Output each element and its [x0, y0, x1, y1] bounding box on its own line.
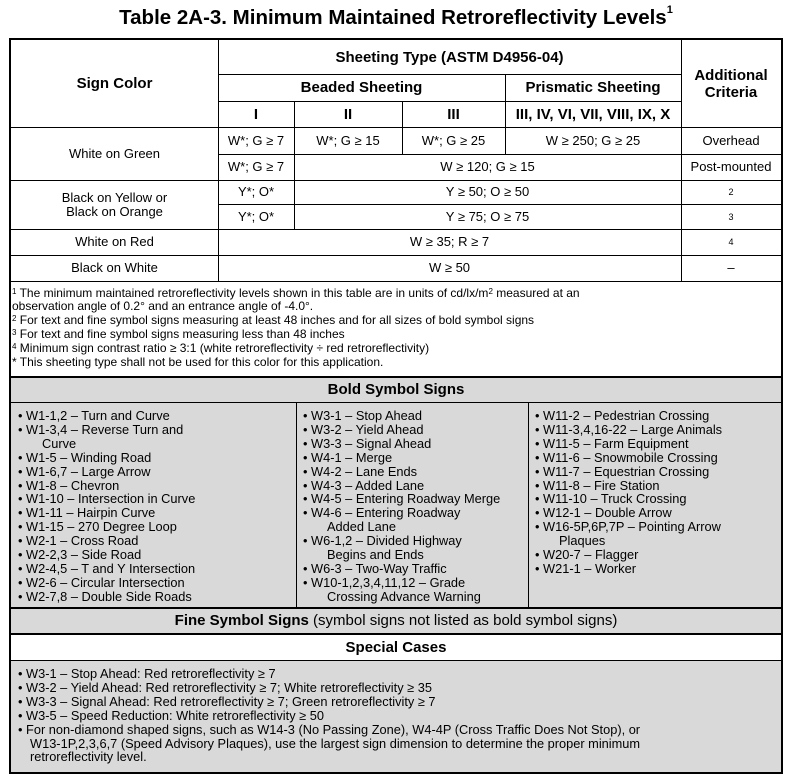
list-item: • W11-8 – Fire Station [535, 477, 660, 493]
list-item: • W4-3 – Added Lane [303, 477, 425, 493]
list-item: • W4-6 – Entering Roadway [303, 505, 461, 521]
white-green-post-rest: W ≥ 120; G ≥ 15 [440, 159, 535, 174]
header-sheeting-type: Sheeting Type (ASTM D4956-04) [335, 48, 564, 66]
black-yellow-label-line1: Black on Yellow or [61, 189, 168, 205]
header-col-iii: III [447, 105, 460, 123]
footnote-1: $^1$ The minimum maintained retroreflectivity levels shown in this table are in units of $cd/lx/m^2$ measured at an [12, 286, 580, 300]
list-item: • W10-1,2,3,4,11,12 – Grade [303, 574, 466, 590]
list-item: • W12-1 – Double Arrow [535, 505, 672, 521]
bold-symbol-title: Bold Symbol Signs [327, 381, 465, 398]
list-item: • W3-5 – Speed Reduction: White retroreflectivity ≥ 50 [18, 707, 324, 723]
white-red-criteria: 4 [728, 237, 734, 247]
header-prismatic-sheeting: Prismatic Sheeting [525, 79, 661, 96]
bold-symbol-col1 [18, 409, 195, 604]
footnote-1-line2: observation angle of 0.2° and an entrance angle of -4.0°. [12, 299, 314, 313]
list-item: • W11-7 – Equestrian Crossing [535, 463, 710, 479]
white-green-overhead-criteria: Overhead [702, 132, 760, 148]
list-item: Plaques [559, 533, 606, 549]
black-yellow-r2-rest: Y ≥ 75; O ≥ 75 [445, 208, 530, 224]
list-item: • W3-1 – Stop Ahead [303, 408, 423, 423]
list-item: • W3-2 – Yield Ahead [303, 421, 424, 437]
bold-symbol-col2 [303, 409, 500, 604]
list-item: • W2-4,5 – T and Y Intersection [18, 560, 196, 576]
row-black-on-white-label: Black on White [71, 260, 158, 275]
list-item: • For non-diamond shaped signs, such as W14-3 (No Passing Zone), W4-4P (Cross Traffic Does Not Stop), or [18, 721, 641, 737]
white-green-post-i: W*; G ≥ 7 [227, 159, 285, 174]
list-item: • W6-1,2 – Divided Highway [303, 533, 462, 549]
list-item: Begins and Ends [327, 547, 424, 563]
fine-symbol-title: Fine Symbol Signs (symbol signs not listed as bold symbol signs) [174, 612, 618, 629]
list-item: • W3-2 – Yield Ahead: Red retroreflectivity ≥ 7; White retroreflectivity ≥ 35 [18, 679, 432, 695]
list-item: • W2-6 – Circular Intersection [18, 574, 185, 590]
list-item: • W21-1 – Worker [535, 560, 636, 576]
table-title: Table 2A-3. Minimum Maintained Retroreflectivity Levels$^1$ [119, 4, 673, 29]
white-green-overhead-i: W*; G ≥ 7 [227, 132, 285, 148]
header-col-prismatic: III, IV, VI, VII, VIII, IX, X [515, 105, 671, 123]
special-cases-title: Special Cases [345, 639, 447, 656]
list-item: • W1-8 – Chevron [18, 477, 120, 493]
black-yellow-r2-criteria: 3 [728, 211, 734, 222]
black-white-criteria: – [727, 260, 735, 275]
list-item: • W11-10 – Truck Crossing [535, 491, 687, 507]
black-yellow-r1-criteria: 2 [728, 187, 734, 197]
list-item: Crossing Advance Warning [327, 588, 481, 604]
list-item: • W4-2 – Lane Ends [303, 463, 418, 479]
list-item: Added Lane [327, 519, 397, 535]
list-item: • W20-7 – Flagger [535, 547, 639, 563]
white-green-overhead-ii: W*; G ≥ 15 [316, 132, 380, 148]
white-green-overhead-iii: W*; G ≥ 25 [421, 132, 486, 148]
white-green-overhead-prismatic: W ≥ 250; G ≥ 25 [545, 132, 641, 148]
header-beaded-sheeting: Beaded Sheeting [300, 79, 423, 96]
header-additional-criteria [681, 40, 781, 127]
list-item: • W11-2 – Pedestrian Crossing [535, 408, 710, 423]
list-item: • W1-10 – Intersection in Curve [18, 491, 196, 507]
list-item: • W3-3 – Signal Ahead: Red retroreflectivity ≥ 7; Green retroreflectivity ≥ 7 [18, 693, 436, 709]
white-green-post-criteria: Post-mounted [690, 159, 772, 174]
list-item: • W11-5 – Farm Equipment [535, 435, 689, 451]
black-yellow-label-line2: Black on Orange [66, 203, 163, 219]
list-item: • W11-6 – Snowmobile Crossing [535, 449, 718, 465]
list-item: • W2-2,3 – Side Road [18, 547, 142, 563]
list-item: • W6-3 – Two-Way Traffic [303, 560, 447, 576]
header-additional-line1: Additional [694, 66, 768, 84]
header-col-ii: II [343, 105, 353, 123]
list-item: • W1-11 – Hairpin Curve [18, 505, 156, 521]
list-item: • W1-3,4 – Reverse Turn and [18, 421, 184, 437]
list-item: • W11-3,4,16-22 – Large Animals [535, 421, 723, 437]
list-item: • W2-7,8 – Double Side Roads [18, 588, 192, 604]
footnote-asterisk: * This sheeting type shall not be used for this color for this application. [12, 355, 384, 369]
header-col-i: I [253, 105, 259, 123]
list-item: • W4-1 – Merge [303, 449, 393, 465]
row-black-on-yellow-label [11, 180, 218, 229]
white-red-value: W ≥ 35; R ≥ 7 [409, 234, 490, 249]
list-item: • W4-5 – Entering Roadway Merge [303, 491, 501, 507]
black-white-value: W ≥ 50 [428, 260, 471, 275]
footnote-3: $^3$ For text and fine symbol signs measuring less than 48 inches [12, 327, 345, 341]
bold-symbol-col3 [535, 409, 722, 576]
row-white-on-red-label: White on Red [75, 234, 154, 249]
title-footnote-mark: 1 [666, 4, 673, 16]
list-item: • W2-1 – Cross Road [18, 533, 139, 549]
header-sign-color: Sign Color [76, 75, 153, 92]
list-item: retroreflectivity level. [30, 749, 147, 765]
black-yellow-r1-i: Y*; O* [237, 184, 275, 199]
special-cases-list [18, 667, 640, 764]
list-item: • W1-5 – Winding Road [18, 449, 152, 465]
list-item: • W3-1 – Stop Ahead: Red retroreflectivity ≥ 7 [18, 666, 276, 681]
black-yellow-r2-i: Y*; O* [237, 208, 275, 224]
row-white-on-green-label: White on Green [68, 145, 161, 161]
list-item: • W3-3 – Signal Ahead [303, 435, 432, 451]
list-item: • W1-1,2 – Turn and Curve [18, 408, 170, 423]
black-yellow-r1-rest: Y ≥ 50; O ≥ 50 [445, 184, 530, 199]
list-item: W13-1P,2,3,6,7 (Speed Advisory Plaques), use the largest sign dimension to determine the proper minimum [30, 735, 641, 751]
list-item: Curve [42, 435, 77, 451]
list-item: • W16-5P,6P,7P – Pointing Arrow [535, 519, 721, 535]
list-item: • W1-15 – 270 Degree Loop [18, 519, 177, 535]
list-item: • W1-6,7 – Large Arrow [18, 463, 151, 479]
footnote-4: $^4$ Minimum sign contrast ratio ≥ 3:1 (white retroreflectivity ÷ red retroreflectivity) [12, 341, 430, 355]
header-additional-line2: Criteria [704, 83, 758, 101]
footnote-2: $^2$ For text and fine symbol signs measuring at least 48 inches and for all sizes of bold symbol signs [12, 313, 535, 327]
